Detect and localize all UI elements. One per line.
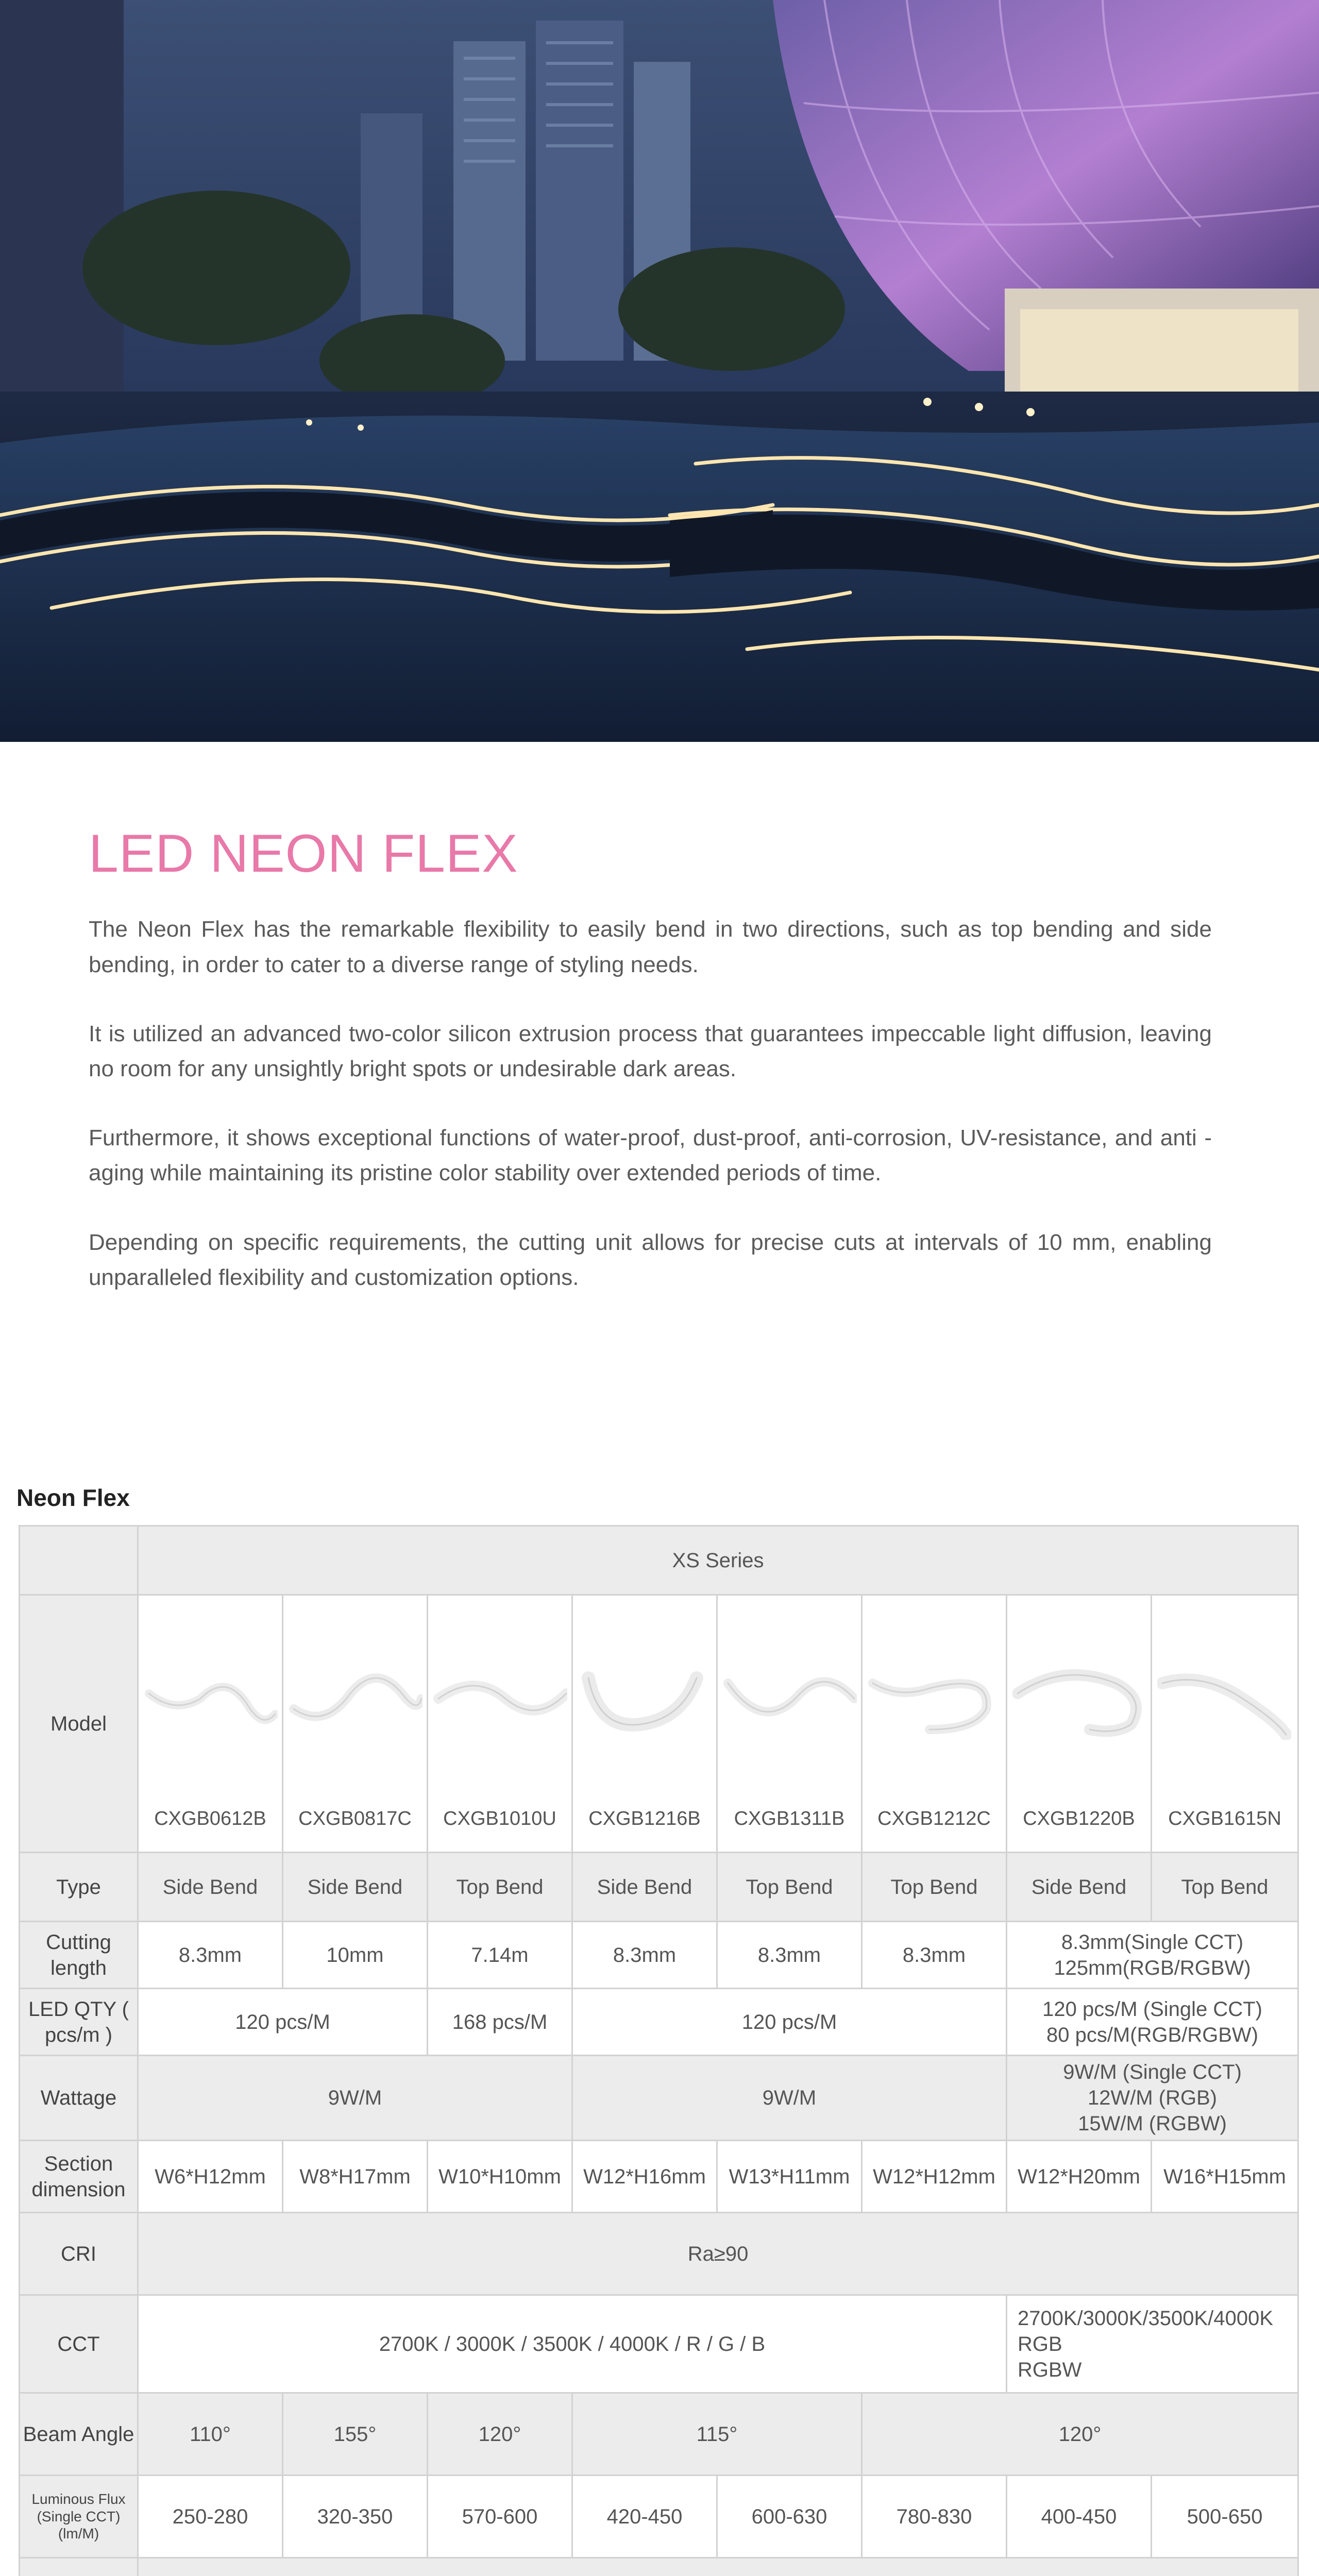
model-cell: [283, 1595, 428, 1853]
cutting-value-multi: [1007, 1922, 1298, 1989]
type-value: Top Bend: [1152, 1853, 1298, 1922]
flux-value: 420-450: [572, 2476, 717, 2558]
model-code: CXGB1311B: [734, 1807, 845, 1829]
model-code: CXGB0612B: [154, 1807, 266, 1829]
neon-strip-image: [578, 1663, 712, 1740]
flux-value: 400-450: [1007, 2476, 1152, 2558]
hero-scene-illustration: [0, 0, 1319, 742]
flux-value: 500-650: [1152, 2476, 1298, 2558]
intro-section: [89, 824, 1212, 1329]
ledqty-value-multi: [1007, 1989, 1298, 2056]
type-value: Top Bend: [428, 1853, 572, 1922]
cutting-row: [20, 1922, 1298, 1989]
intro-paragraph-3: Furthermore, it shows exceptional functions of water-proof, dust-proof, anti-corrosion, UV-resistance, and anti -aging while maintaining its pristine color stability over extended periods of time.: [89, 1125, 1212, 1186]
neon-strip-image: [1012, 1663, 1146, 1740]
model-code: CXGB1615N: [1168, 1807, 1281, 1829]
flux-value: 570-600: [428, 2476, 572, 2558]
material-label: [20, 2558, 138, 2576]
cri-label: CRI: [20, 2213, 138, 2295]
flux-value: 320-350: [283, 2476, 428, 2558]
wattage-value: 9W/M: [138, 2056, 572, 2141]
beam-label: Beam Angle: [20, 2393, 138, 2476]
flux-value: 250-280: [138, 2476, 283, 2558]
material-value: [138, 2558, 1298, 2576]
wattage-line: 15W/M (RGBW): [1078, 2112, 1227, 2135]
model-cell: [1007, 1595, 1152, 1853]
ledqty-row: [20, 1989, 1298, 2056]
section-value: W12*H20mm: [1007, 2141, 1152, 2213]
type-value: Side Bend: [283, 1853, 428, 1922]
model-code: CXGB1216B: [588, 1807, 701, 1829]
wattage-value: 9W/M: [572, 2056, 1007, 2141]
ledqty-line: 80 pcs/M(RGB/RGBW): [1046, 2023, 1259, 2046]
section-value: W16*H15mm: [1152, 2141, 1298, 2213]
model-code: CXGB0817C: [298, 1807, 412, 1829]
ledqty-label: LED QTY ( pcs/m ): [20, 1989, 138, 2056]
model-label: Model: [20, 1595, 138, 1853]
type-value: Side Bend: [1007, 1853, 1152, 1922]
flux-row: [20, 2476, 1298, 2558]
section-value: W10*H10mm: [428, 2141, 572, 2213]
corner-cell: [20, 1526, 138, 1595]
type-value: Top Bend: [862, 1853, 1007, 1922]
cct-value: 2700K / 3000K / 3500K / 4000K / R / G / B: [138, 2295, 1007, 2393]
wattage-line: 12W/M (RGB): [1087, 2087, 1217, 2109]
intro-paragraph-4: Depending on specific requirements, the cutting unit allows for precise cuts at intervals of 10 mm, enabling unparalleled flexibility and customization options.: [89, 1229, 1212, 1290]
neon-strip-image: [289, 1663, 422, 1740]
model-cell: [572, 1595, 717, 1853]
model-code: CXGB1220B: [1023, 1807, 1135, 1829]
beam-value: 120°: [428, 2393, 572, 2476]
section-value: W12*H16mm: [572, 2141, 717, 2213]
model-cell: [717, 1595, 862, 1853]
wattage-label: Wattage: [20, 2056, 138, 2141]
type-value: Top Bend: [717, 1853, 862, 1922]
intro-paragraph-2: It is utilized an advanced two-color silicon extrusion process that guarantees impeccable light diffusion, leaving no room for any unsightly bright spots or undesirable dark areas.: [89, 1021, 1212, 1081]
cct-value-multi: [1007, 2295, 1298, 2393]
material-row: [20, 2558, 1298, 2576]
section-label: Section dimension: [20, 2141, 138, 2213]
type-value: Side Bend: [138, 1853, 283, 1922]
wattage-line: 9W/M (Single CCT): [1063, 2061, 1242, 2083]
model-cell: [138, 1595, 283, 1853]
model-code: CXGB1010U: [443, 1807, 556, 1829]
section-value: W8*H17mm: [283, 2141, 428, 2213]
cutting-label: Cutting length: [20, 1922, 138, 1989]
neon-strip-image: [868, 1663, 1002, 1740]
model-cell: [862, 1595, 1007, 1853]
model-cell: [1152, 1595, 1298, 1853]
flux-value: 600-630: [717, 2476, 862, 2558]
spec-section-title: Neon Flex: [16, 1484, 130, 1511]
ledqty-value: 120 pcs/M: [572, 1989, 1007, 2056]
page-title: LED NEON FLEX: [89, 824, 518, 884]
section-row: [20, 2141, 1298, 2213]
ledqty-value: 168 pcs/M: [428, 1989, 572, 2056]
cct-label: CCT: [20, 2295, 138, 2393]
series-row: [20, 1526, 1298, 1595]
type-label: Type: [20, 1853, 138, 1922]
beam-value: 155°: [283, 2393, 428, 2476]
cutting-value: 7.14m: [428, 1922, 572, 1989]
cct-row: [20, 2295, 1298, 2393]
cct-line: 2700K/3000K/3500K/4000K: [1018, 2307, 1273, 2330]
section-value: W6*H12mm: [138, 2141, 283, 2213]
cutting-value: 10mm: [283, 1922, 428, 1989]
type-value: Side Bend: [572, 1853, 717, 1922]
flux-value: 780-830: [862, 2476, 1007, 2558]
cutting-value: 8.3mm: [138, 1922, 283, 1989]
cct-line: RGBW: [1018, 2358, 1082, 2381]
cutting-line: 125mm(RGB/RGBW): [1054, 1956, 1251, 1979]
intro-paragraph-1: The Neon Flex has the remarkable flexibility to easily bend in two directions, such as top bending and side bending, in order to cater to a diverse range of styling needs.: [89, 917, 1212, 977]
neon-strip-image: [723, 1663, 857, 1740]
cri-row: [20, 2213, 1298, 2295]
section-value: W12*H12mm: [862, 2141, 1007, 2213]
model-row: [20, 1595, 1298, 1853]
cutting-value: 8.3mm: [572, 1922, 717, 1989]
flux-label: Luminous Flux (Single CCT) (lm/M): [20, 2476, 138, 2558]
ledqty-line: 120 pcs/M (Single CCT): [1042, 1997, 1262, 2021]
beam-row: [20, 2393, 1298, 2476]
series-name: XS Series: [138, 1526, 1298, 1595]
cri-value: Ra≥90: [138, 2213, 1298, 2295]
cutting-line: 8.3mm(Single CCT): [1061, 1930, 1244, 1954]
beam-value: 120°: [862, 2393, 1298, 2476]
neon-strip-image: [144, 1663, 278, 1740]
wattage-row: [20, 2056, 1298, 2141]
beam-value: 115°: [572, 2393, 862, 2476]
model-code: CXGB1212C: [877, 1807, 991, 1829]
cutting-value: 8.3mm: [862, 1922, 1007, 1989]
type-row: [20, 1853, 1298, 1922]
section-value: W13*H11mm: [717, 2141, 862, 2213]
ledqty-value: 120 pcs/M: [138, 1989, 428, 2056]
cct-line: RGB: [1018, 2332, 1062, 2355]
beam-value: 110°: [138, 2393, 283, 2476]
wattage-value-multi: [1007, 2056, 1298, 2141]
neon-strip-image: [1157, 1663, 1291, 1740]
model-cell: [428, 1595, 572, 1853]
spec-table: [19, 1525, 1299, 2576]
neon-strip-image: [433, 1663, 567, 1740]
hero-image: [0, 0, 1319, 742]
cutting-value: 8.3mm: [717, 1922, 862, 1989]
